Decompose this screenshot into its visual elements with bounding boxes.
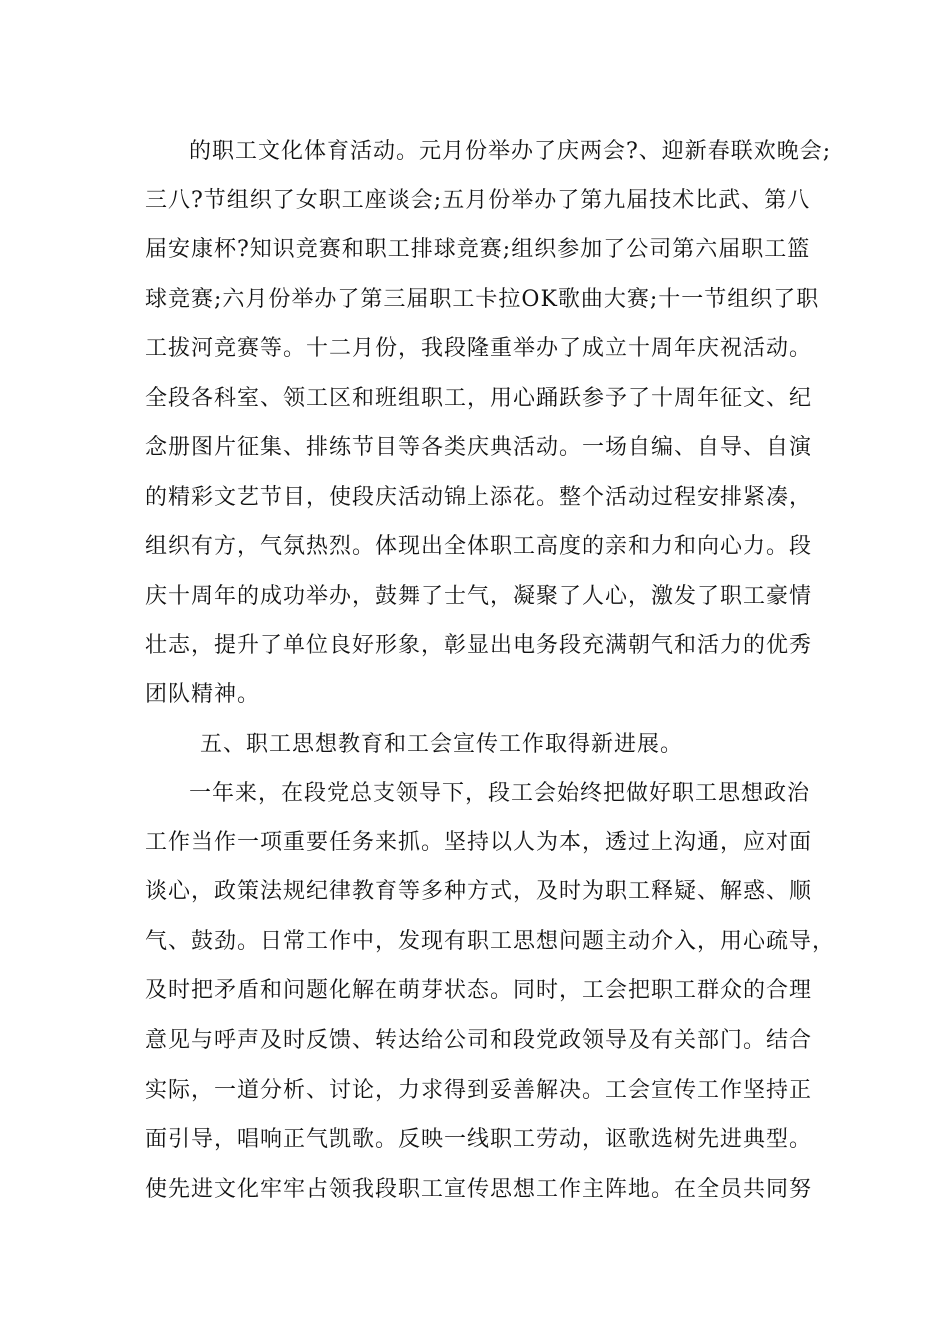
- text-line: 届安康杯?知识竞赛和职工排球竞赛;组织参加了公司第六届职工篮: [145, 237, 811, 262]
- text-line: 念册图片征集、排练节目等各类庆典活动。一场自编、自导、自演: [145, 435, 813, 460]
- text-line: 气、鼓劲。日常工作中，发现有职工思想问题主动介入，用心疏导，: [145, 929, 836, 954]
- text-line: 的精彩文艺节目，使段庆活动锦上添花。整个活动过程安排紧凑，: [145, 485, 813, 510]
- text-line: 三八?节组织了女职工座谈会;五月份举办了第九届技术比武、第八: [145, 188, 811, 213]
- text-line: 工作当作一项重要任务来抓。坚持以人为本，透过上沟通，应对面: [145, 830, 813, 855]
- text-line: 工拔河竞赛等。十二月份，我段隆重举办了成立十周年庆祝活动。: [145, 336, 813, 361]
- text-line: 庆十周年的成功举办，鼓舞了士气，凝聚了人心，激发了职工豪情: [145, 584, 813, 609]
- text-line: 壮志，提升了单位良好形象，彰显出电务段充满朝气和活力的优秀: [145, 633, 813, 658]
- text-line: 一年来，在段党总支领导下，段工会始终把做好职工思想政治: [189, 781, 811, 806]
- text-line: 面引导，唱响正气凯歌。反映一线职工劳动，讴歌选树先进典型。: [145, 1127, 813, 1152]
- section-heading: 五、职工思想教育和工会宣传工作取得新进展。: [200, 732, 684, 757]
- text-line: 的职工文化体育活动。元月份举办了庆两会?、迎新春联欢晚会;: [189, 139, 832, 164]
- text-line: 谈心，政策法规纪律教育等多种方式，及时为职工释疑、解惑、顺: [145, 879, 813, 904]
- text-line: 实际，一道分析、讨论，力求得到妥善解决。工会宣传工作坚持正: [145, 1078, 813, 1103]
- text-line: 全段各科室、领工区和班组职工，用心踊跃参予了十周年征文、纪: [145, 386, 813, 411]
- text-line: 球竞赛;六月份举办了第三届职工卡拉OK歌曲大赛;十一节组织了职: [145, 287, 820, 312]
- text-line: 及时把矛盾和问题化解在萌芽状态。同时，工会把职工群众的合理: [145, 978, 813, 1003]
- text-line: 意见与呼声及时反馈、转达给公司和段党政领导及有关部门。结合: [145, 1028, 813, 1053]
- text-line: 组织有方，气氛热烈。体现出全体职工高度的亲和力和向心力。段: [145, 534, 813, 559]
- text-line: 使先进文化牢牢占领我段职工宣传思想工作主阵地。在全员共同努: [145, 1177, 813, 1202]
- text-line: 团队精神。: [145, 682, 261, 707]
